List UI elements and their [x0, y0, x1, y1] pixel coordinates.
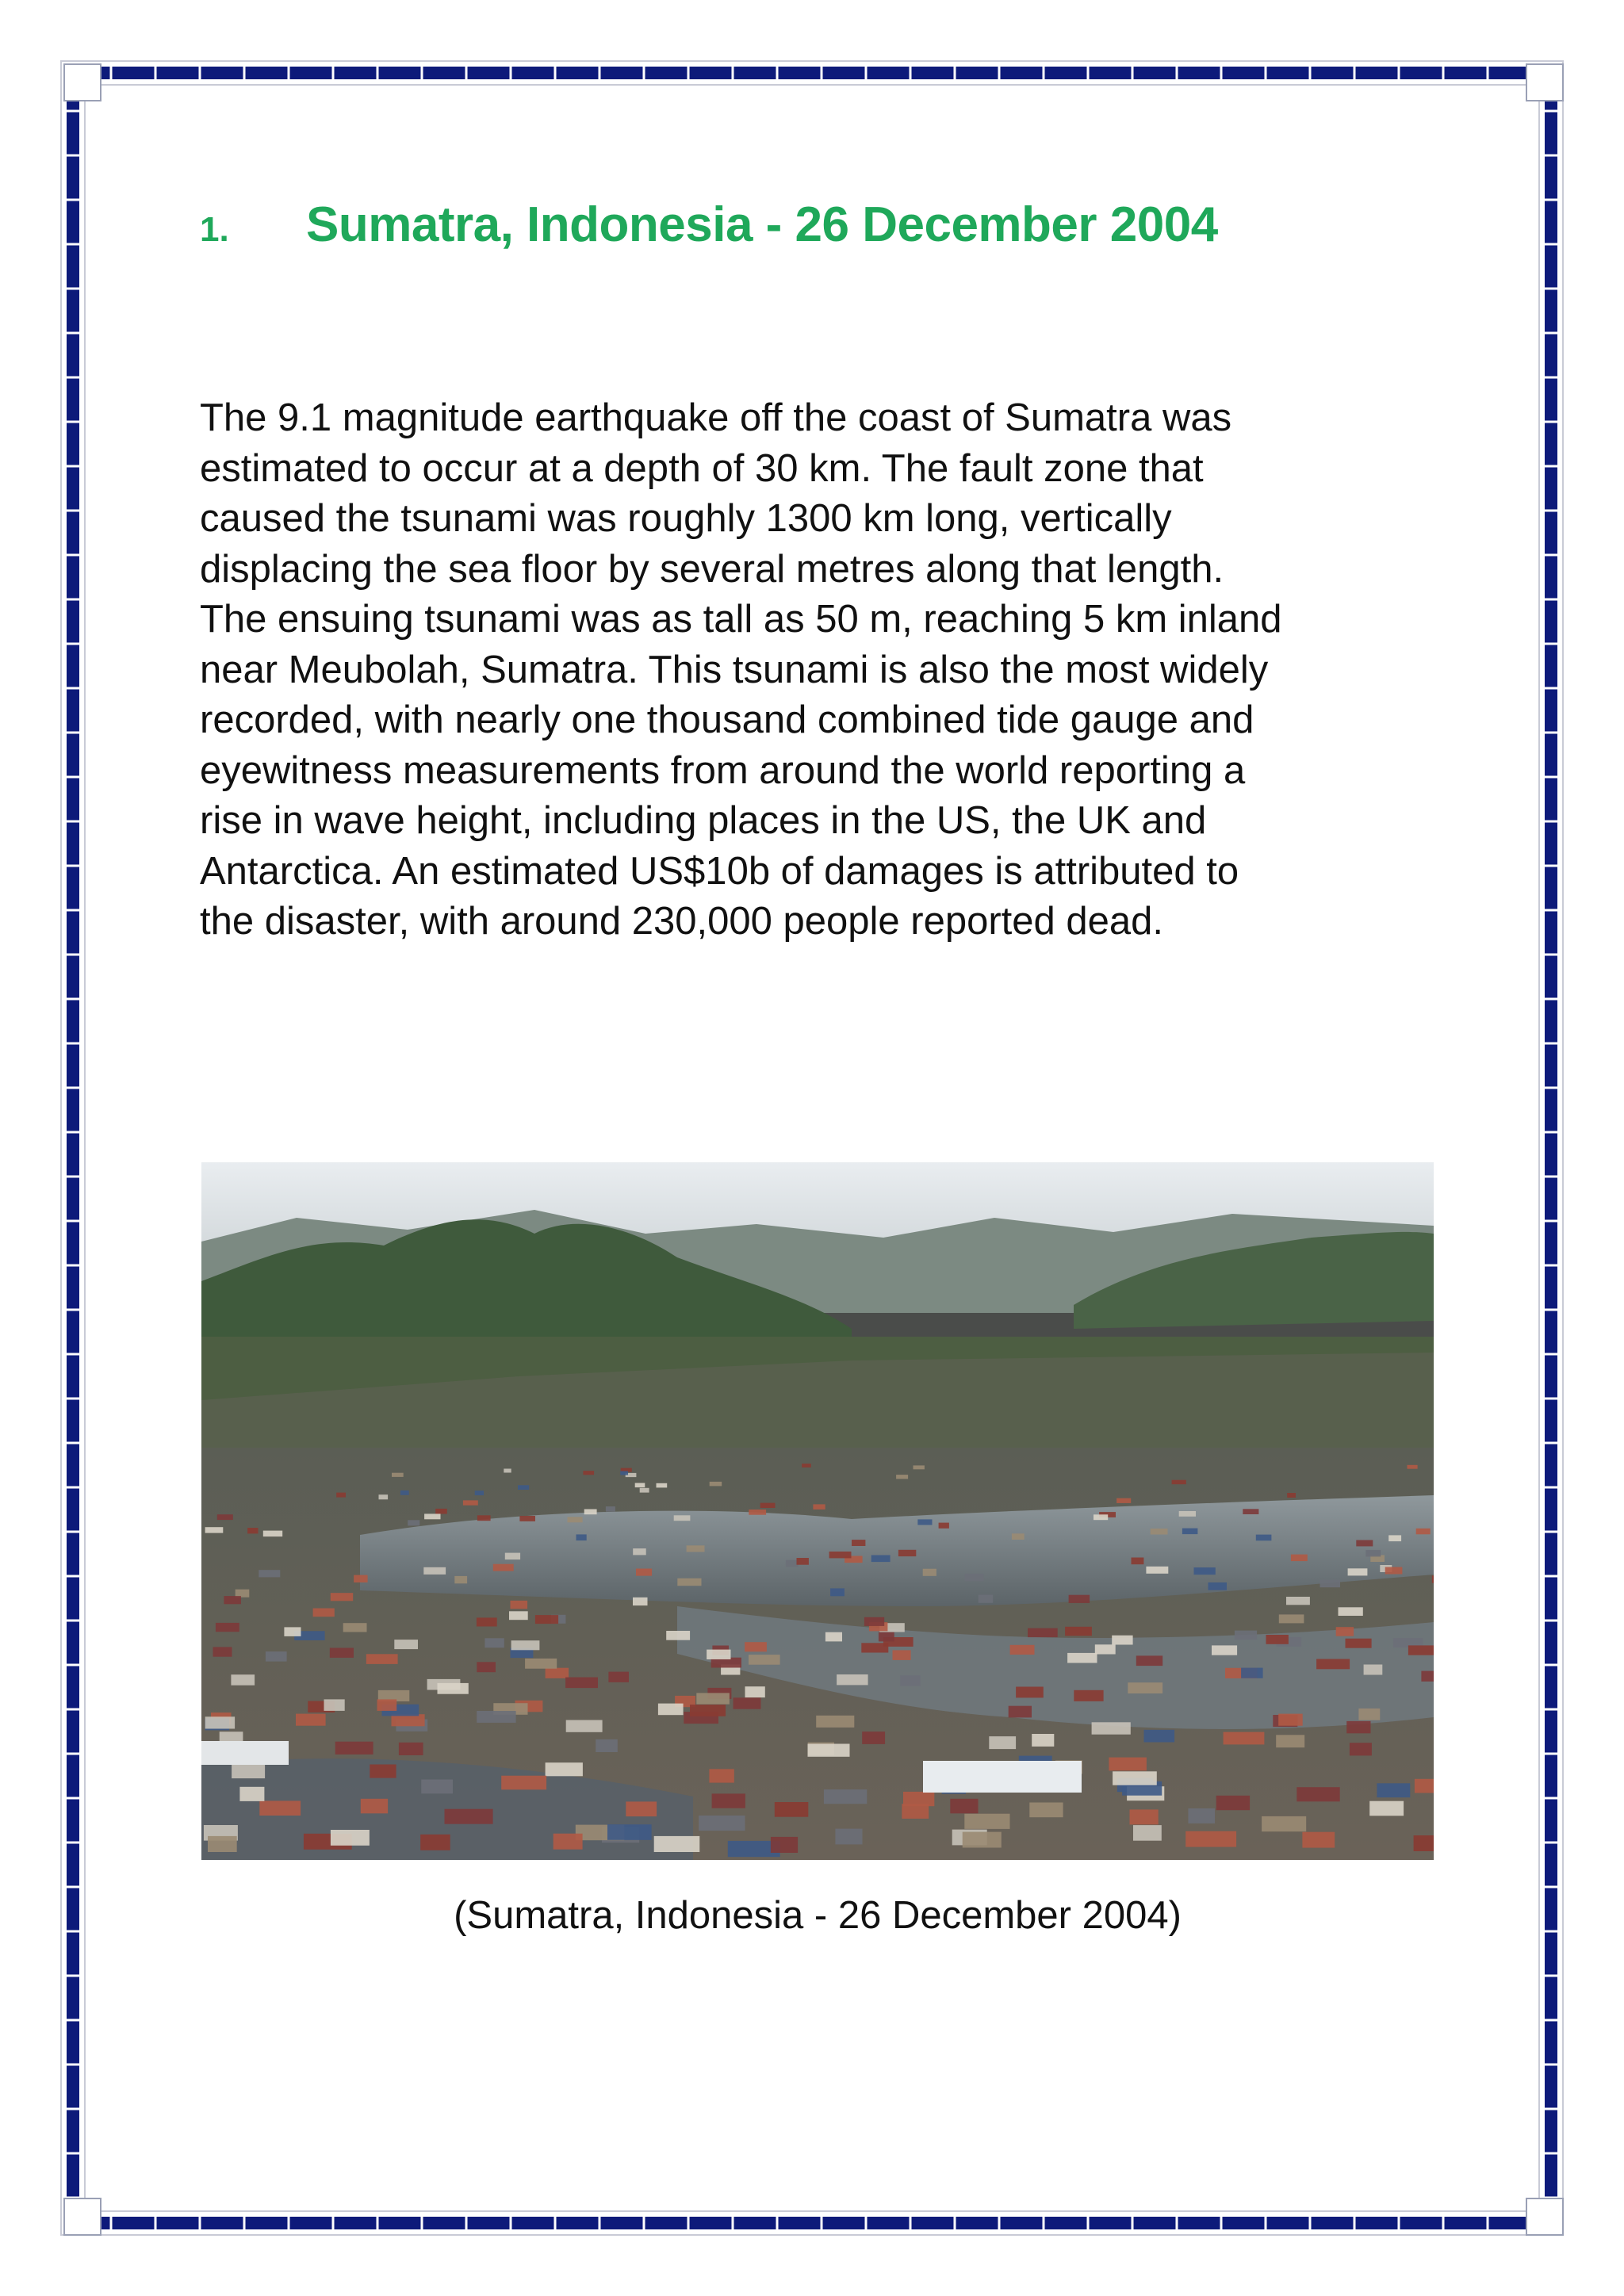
figure-caption: (Sumatra, Indonesia - 26 December 2004) — [454, 1894, 1182, 1937]
heading-number: 1. — [200, 210, 229, 249]
heading-title: Sumatra, Indonesia - 26 December 2004 — [306, 197, 1218, 252]
body-paragraph: The 9.1 magnitude earthquake off the coast of Sumatra was estimated to occur at a depth of 30 km. The fault zone that caused the tsunami was roughly 1300 km long, vertically displacing the sea floor by several metres along that length. The ensuing tsunami was as tall as 50 m, reaching 5 km inland near Meubolah, Sumatra. This tsunami is also the most widely recorded, with nearly one thousand combined tide gauge and eyewitness measurements from around the world reporting a rise in wave height, including places in the US, the UK and Antarctica. An estimated US$10b of damages is attributed to the disaster, with around 230,000 people reported dead. — [200, 396, 1282, 943]
corner-ornament-top-right — [1526, 63, 1564, 101]
corner-ornament-bottom-left — [63, 2198, 102, 2236]
corner-ornament-bottom-right — [1526, 2198, 1564, 2236]
section-heading — [200, 197, 1218, 253]
corner-ornament-top-left — [63, 63, 102, 101]
tsunami-aftermath-photo — [201, 1162, 1434, 1860]
